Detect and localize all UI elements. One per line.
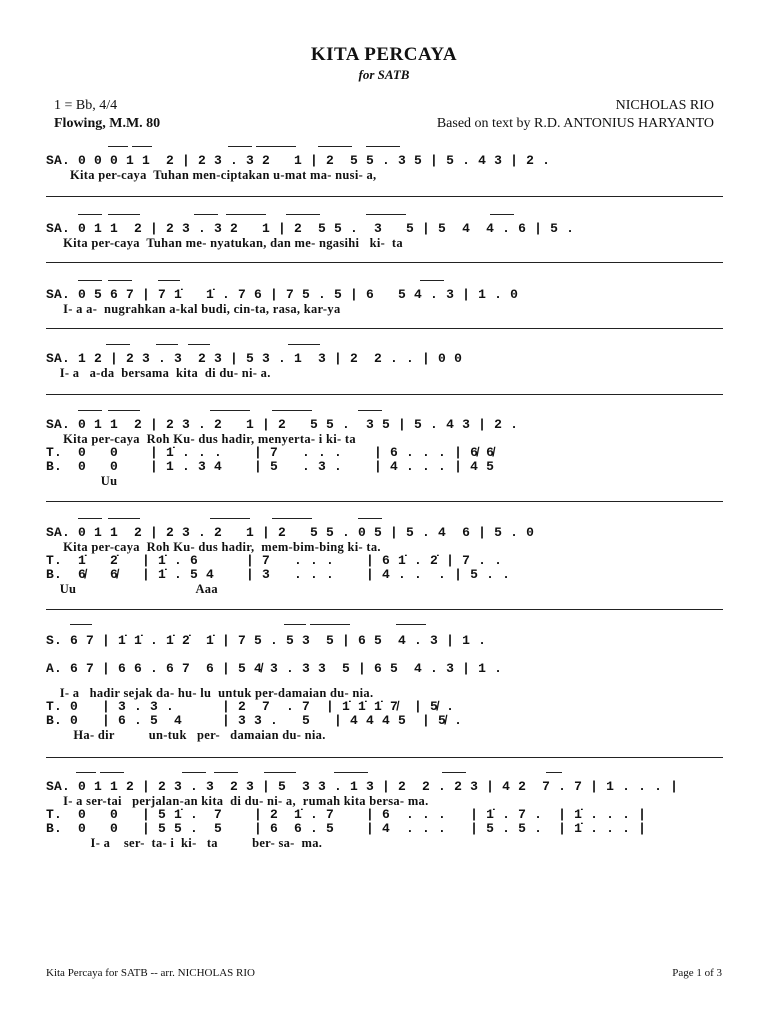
beam-mark xyxy=(156,344,178,345)
text-credit: Based on text by R.D. ANTONIUS HARYANTO xyxy=(436,116,714,131)
beam-mark xyxy=(226,214,266,215)
lyric-line: Uu xyxy=(46,474,118,488)
lyric-line: I- a hadir sejak da- hu- lu untuk per-damaian du- nia. xyxy=(46,686,374,700)
beam-mark xyxy=(264,772,296,773)
beam-mark xyxy=(214,772,238,773)
system-divider xyxy=(46,196,723,197)
page-subtitle: for SATB xyxy=(358,67,410,82)
system-divider xyxy=(46,757,723,758)
notation-line: SA. 1 2 | 2 3 . 3 2 3 | 5 3 . 1 3 | 2 2 . . | 0 0 xyxy=(46,351,463,366)
beam-mark xyxy=(358,518,382,519)
lyric-line: I- a a- nugrahkan a-kal budi, cin-ta, rasa, kar-ya xyxy=(46,302,341,316)
composer-name: NICHOLAS RIO xyxy=(615,98,714,113)
notation-line: B. 6̸ 6̸ | 1̇ . 5 4 | 3 . . . | 4 . . . | 5 . . xyxy=(46,567,511,582)
beam-mark xyxy=(194,214,218,215)
beam-mark xyxy=(78,518,102,519)
beam-mark xyxy=(358,410,382,411)
notation-line: SA. 0 5 6 7 | 7 1̇ 1̇ . 7 6 | 7 5 . 5 | 6 5 4 . 3 | 1 . 0 xyxy=(46,287,519,302)
beam-mark xyxy=(108,518,140,519)
beam-mark xyxy=(108,280,132,281)
page-number: Page 1 of 3 xyxy=(672,967,722,979)
lyric-line: I- a a-da bersama kita di du- ni- a. xyxy=(46,366,271,380)
beam-mark xyxy=(546,772,562,773)
beam-mark xyxy=(334,772,368,773)
notation-line: A. 6 7 | 6 6 . 6 7 6 | 5 4̸ 3 . 3 3 5 | 6 5 4 . 3 | 1 . xyxy=(46,661,503,676)
lyric-line: Uu Aaa xyxy=(46,582,218,596)
notation-line: SA. 0 1 1 2 | 2 3 . 2 1 | 2 5 5 . 0 5 | 5 . 4 6 | 5 . 0 xyxy=(46,525,535,540)
beam-mark xyxy=(288,344,320,345)
system-divider xyxy=(46,328,723,329)
beam-mark xyxy=(100,772,124,773)
beam-mark xyxy=(396,624,426,625)
notation-line: S. 6 7 | 1̇ 1̇ . 1̇ 2̇ 1̇ | 7 5 . 5 3 5 | 6 5 4 . 3 | 1 . xyxy=(46,633,487,648)
system-divider xyxy=(46,501,723,502)
notation-line: T. 1̇ 2̇ | 1̇ . 6 | 7 . . . | 6 1̇ . 2̇ | 7 . . xyxy=(46,553,503,568)
lyric-line: Kita per-caya Roh Ku- dus hadir, menyerta- i ki- ta xyxy=(46,432,356,446)
key-signature: 1 = Bb, 4/4 xyxy=(54,98,118,113)
notation-line: B. 0 0 | 1 . 3 4 | 5 . 3 . | 4 . . . | 4 5 xyxy=(46,459,495,474)
lyric-line: Kita per-caya Tuhan me- nyatukan, dan me- ngasihi ki- ta xyxy=(46,236,403,250)
beam-mark xyxy=(318,146,352,147)
beam-mark xyxy=(76,772,96,773)
beam-mark xyxy=(210,410,250,411)
beam-mark xyxy=(442,772,466,773)
beam-mark xyxy=(366,214,406,215)
beam-mark xyxy=(272,410,312,411)
notation-line: T. 0 | 3 . 3 . | 2 7 . 7 | 1̇ 1̇ 1̇ 7̸ | 5̸ . xyxy=(46,699,455,714)
beam-mark xyxy=(78,214,102,215)
footer-left-text: Kita Percaya for SATB -- arr. NICHOLAS RIO xyxy=(46,967,255,979)
beam-mark xyxy=(106,344,130,345)
beam-mark xyxy=(78,410,102,411)
notation-line: T. 0 0 | 5 1̇ . 7 | 2 1̇ . 7 | 6 . . . | 1̇ . 7 . | 1̇ . . . | xyxy=(46,807,647,822)
beam-mark xyxy=(182,772,206,773)
system-divider xyxy=(46,609,723,610)
beam-mark xyxy=(210,518,250,519)
system-divider xyxy=(46,394,723,395)
beam-mark xyxy=(108,410,140,411)
notation-line: T. 0 0 | 1̇ . . . | 7 . . . | 6 . . . | 6̸ 6̸ xyxy=(46,445,495,460)
notation-line: SA. 0 1 1 2 | 2 3 . 3 2 3 | 5 3 3 . 1 3 | 2 2 . 2 3 | 4 2 7 . 7 | 1 . . . | xyxy=(46,779,679,794)
notation-line: SA. 0 0 0 1 1 2 | 2 3 . 3 2 1 | 2 5 5 . 3 5 | 5 . 4 3 | 2 . xyxy=(46,153,551,168)
beam-mark xyxy=(132,146,152,147)
beam-mark xyxy=(310,624,350,625)
beam-mark xyxy=(108,146,128,147)
page-title: KITA PERCAYA xyxy=(310,44,458,65)
lyric-line: Ha- dir un-tuk per- damaian du- nia. xyxy=(46,728,326,742)
beam-mark xyxy=(286,214,320,215)
system-divider xyxy=(46,262,723,263)
beam-mark xyxy=(188,344,210,345)
beam-mark xyxy=(70,624,92,625)
beam-mark xyxy=(272,518,312,519)
lyric-line: I- a ser- ta- i ki- ta ber- sa- ma. xyxy=(46,836,323,850)
beam-mark xyxy=(158,280,180,281)
beam-mark xyxy=(490,214,514,215)
beam-mark xyxy=(420,280,444,281)
notation-line: SA. 0 1 1 2 | 2 3 . 3 2 1 | 2 5 5 . 3 5 | 5 4 4 . 6 | 5 . xyxy=(46,221,575,236)
beam-mark xyxy=(366,146,400,147)
notation-line: SA. 0 1 1 2 | 2 3 . 2 1 | 2 5 5 . 3 5 | 5 . 4 3 | 2 . xyxy=(46,417,519,432)
lyric-line: Kita per-caya Tuhan men-ciptakan u-mat ma- nusi- a, xyxy=(46,168,377,182)
beam-mark xyxy=(256,146,296,147)
beam-mark xyxy=(228,146,252,147)
lyric-line: Kita per-caya Roh Ku- dus hadir, mem-bim-bing ki- ta. xyxy=(46,540,381,554)
tempo-marking: Flowing, M.M. 80 xyxy=(54,116,161,131)
notation-line: B. 0 | 6 . 5 4 | 3 3 . 5 | 4 4 4 5 | 5̸ . xyxy=(46,713,463,728)
beam-mark xyxy=(108,214,140,215)
beam-mark xyxy=(78,280,102,281)
beam-mark xyxy=(284,624,306,625)
notation-line: B. 0 0 | 5 5 . 5 | 6 6 . 5 | 4 . . . | 5 . 5 . | 1̇ . . . | xyxy=(46,821,647,836)
lyric-line: I- a ser-tai perjalan-an kita di du- ni- a, rumah kita bersa- ma. xyxy=(46,794,429,808)
